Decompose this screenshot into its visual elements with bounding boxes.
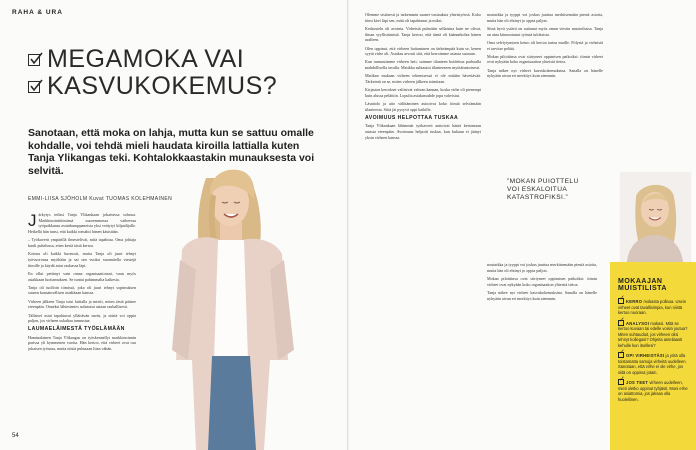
left-paragraph: Kotona oli kaikki huonosti, mutta Tanja oli juuri tehnyt työvuoronsa myöhään ja sai sen vuoksi suunnitella viestejä tiimille ja käydä asiat rauhassa läpi. xyxy=(28,251,136,268)
portrait-photo xyxy=(615,172,696,262)
right-paragraph: Siinä hyvä ystävä on auttanut myös oman viestin muotoilussa. Tanja on aina kiinnostunut työnsä tuloksista. xyxy=(487,25,603,37)
headline-line-1: MEGAMOKA VAI xyxy=(47,45,245,73)
check-icon xyxy=(618,298,624,304)
left-paragraph: Virheen jälkeen Tanja istui lattialla ja mietti, miten tästä pääsee eteenpäin. Onneksi lähiesimies suhtautui asiaan rauhallisesti. xyxy=(28,298,136,310)
right-paragraph: Kirjaston kerrokset valitsivat vahvan kannan, koska virhe oli pienempi kuin alussa pelättiin. Lopulta asiakassuhde jopa vahvistui. xyxy=(365,87,481,98)
headline-line-2: KASVUKOKEMUS? xyxy=(47,72,278,100)
subhead: LAUMAELÄIMESTÄ TYÖELÄMÄÄN xyxy=(28,325,125,332)
headline-line xyxy=(28,46,344,73)
pull-quote: ”MOKAN PUIOTTELU VOI ESKALOITUA KATASTROFIKSI.” xyxy=(507,178,579,201)
sidebar-title: MOKAAJAN MUISTILISTA xyxy=(618,278,667,292)
byline: EMMI-LIISA SJÖHOLM Kuvat TUOMAS KOLEHMAINEN xyxy=(28,196,173,202)
right-paragraph: Olen oppinut, että virheen hoitaminen on tärkeämpää kuin se, kenen syytä virhe oli. Asiakas arvosti sitä, että kerroimme asiasta suoraan. xyxy=(365,45,481,57)
lede: Sanotaan, että moka on lahja, mutta kun se sattuu omalle kohdalle, voi tehdä mieli haudata kiroilla lattialla kuten Tanja Ylikangas teki. Kohtalokkaastakin munauksesta voi selvitä. xyxy=(28,127,315,177)
check-icon xyxy=(618,352,624,358)
right-body-column-2 xyxy=(487,12,603,172)
right-paragraph: Mokan pilottiinsa ovat siirtyneet oppimisen paikoiksi: tiimin virheet ovat nykyään koko organisaation yhteistä tietoa. xyxy=(487,53,603,65)
right-paragraph: Kun tunnustimme virheen heti, saimme tilanteen hoidettua parhaalla mahdollisella tavalla. Matikka suhtautui tilanteeseen myötätuntoisesti. xyxy=(365,59,481,71)
left-paragraph: En ollut pettänyt vain omaa organisaatiotani, vaan myös asiakkaan luottamuksen. Se tuntui pahimmalta kaikesta. xyxy=(28,270,136,282)
left-paragraph: Tällaiset asiat tapahtuvat yllättävän usein, ja niistä voi oppia paljon, jos virheen uskaltaa tunnustaa. xyxy=(28,312,136,324)
right-paragraph: Matikan mukaan virheen tekemisessä ei ole mitään hävettävää. Tärkeintä on se, miten virheen jälkeen toimitaan. xyxy=(365,73,481,85)
headline xyxy=(28,46,344,100)
right-paragraph: noutarkka ja tyyppi voi joskus juuttua merkitsemään pieniä asioita, mutta hän oli ehtinyt jo oppia paljon. xyxy=(487,262,597,273)
sidebar-item-text: mokasta pollaoa. Usein virheet ovat tavallisimpia, kun niistä kertoo nuoraan. xyxy=(618,299,686,315)
checklist-sidebar xyxy=(610,262,696,450)
dropcap: J xyxy=(28,212,37,230)
headline-line xyxy=(28,73,344,100)
checkbox-icon xyxy=(28,81,40,93)
right-paragraph: Läsnäolo ja aito välittäminen auttoivat koko tiimiä selviämään tilanteesta. Siitä jäi pysyvä oppi kaikille. xyxy=(365,101,481,112)
left-body-column xyxy=(28,212,136,430)
sidebar-item-label: OPI VIRHEISTÄSI xyxy=(626,353,665,358)
right-paragraph: Mokan pilottiinsa ovat siirtyneet oppimisen paikoiksi: tiimin virheet ovat nykyään koko organisaation yhteistä tietoa. xyxy=(487,275,597,287)
right-body-column-3 xyxy=(487,262,597,430)
sidebar-item-label: JOS TEET xyxy=(626,380,649,385)
subhead: AVOIMUUS HELPOTTAA TUSKAA xyxy=(365,114,459,121)
check-icon xyxy=(618,320,624,326)
right-paragraph: Tanja näkee nyt virheet kasvukokemuksina. Sanalla on hänelle nykyään aivan eri merkitys kuin aiemmin. xyxy=(487,289,597,301)
sidebar-item xyxy=(618,352,690,375)
right-paragraph: Olemme sisäisesti ja tarkemmin saanet vastauksia yhteistyössä. Koko tiimi kävi läpi sen, mitä oli tapahtunut ja miksi. xyxy=(365,12,481,23)
right-paragraph: Oma selviytymisen keino oli kertoa tarina muille. Pölystä ja virheistä ei tarvitse pelätä. xyxy=(487,39,603,51)
sidebar-item-text: mokasi. Mitä se kertoo kuvaan tai edelle voisin joutua? Miten suhtauduit, jos virheen olisi tehnyt kollegasi? Ohjeita anteliaasti kehulle kun itsellesi? xyxy=(618,320,688,348)
right-paragraph: Tanja Ylikankaan lähimmät työkaverit auttoivat häntä kertomaan asiasta eteenpäin. Avoimuus helpotti tuskaa, kun kukaan ei jäänyt yksin virheen kanssa. xyxy=(365,123,481,140)
right-paragraph: Keskustelu oli avointa. Virheistä puhuttiin sellaisina kuin ne olivat, ilman syyllistämistä. Tanja kertoo, että tämä oli käännekohta hänen uralleen. xyxy=(365,25,481,43)
page-number: 54 xyxy=(12,433,19,439)
right-paragraph: Tanja näkee nyt virheet kasvukokemuksina. Sanalla on hänelle nykyään aivan eri merkitys kuin aiemmin. xyxy=(487,67,603,79)
checkbox-icon xyxy=(28,54,40,66)
right-body-column-1 xyxy=(365,12,481,430)
paragraph-text: ärkytys teilasi Tanja Ylikankaan jokaisessa solussa. Markkinointitiiminsä nuoremmassa vaiheessa työpaikkansa avainkumppaneista yksi vetäytyi kilpailijalle. Hetkellä hän tunsi, että kaikki romahti hänen käsistään. xyxy=(28,212,136,235)
left-paragraph xyxy=(28,212,136,235)
left-paragraph: Tanja oli tuolloin tiimissä, joka oli juuri tehnyt sopimuksen suuren kansainvälisen asiakkaan kanssa. xyxy=(28,284,136,296)
check-icon xyxy=(618,379,624,385)
sidebar-item xyxy=(618,379,690,402)
right-paragraph: noutarkka ja tyyppi voi joskus juuttua merkitsemään pieniä asioita, mutta hän oli ehtinyt jo oppia paljon. xyxy=(487,12,603,23)
woman-photo xyxy=(138,160,348,450)
left-paragraph: Haminalainen Tanja Ylikangas on työskennellyt markkinoinnin parissa yli kymmenen vuotta. Hän kertoo, että virheet ovat osa jokaisen työuraa, mutta niistä puhutaan liian vähän. xyxy=(28,334,136,352)
sidebar-item-label: KERRO xyxy=(626,299,643,304)
sidebar-item xyxy=(618,298,690,316)
sidebar-item-text: ja yritä olla toistamatta samoja virheitä uudelleen. Sanotaan, että virhe ei ole virhe, jos siitä on oppinut jotain. xyxy=(618,353,687,375)
sidebar-item-text: virheen uudelleen, mieti oletko oppinut tyhjästi. Moni erhe on asiattomia, jos jaksaa olla huolellinen. xyxy=(618,380,688,402)
left-paragraph: – Työkaverit ympärillä ilmestelivät, mitä tapahtuu. Oma johtaja kuuli puhelussa, etten kestä tästä kertoa. xyxy=(28,237,136,249)
section-label: RAHA & URA xyxy=(12,9,63,16)
sidebar-item xyxy=(618,320,690,349)
sidebar-item-label: ANALYSOI xyxy=(626,320,650,326)
